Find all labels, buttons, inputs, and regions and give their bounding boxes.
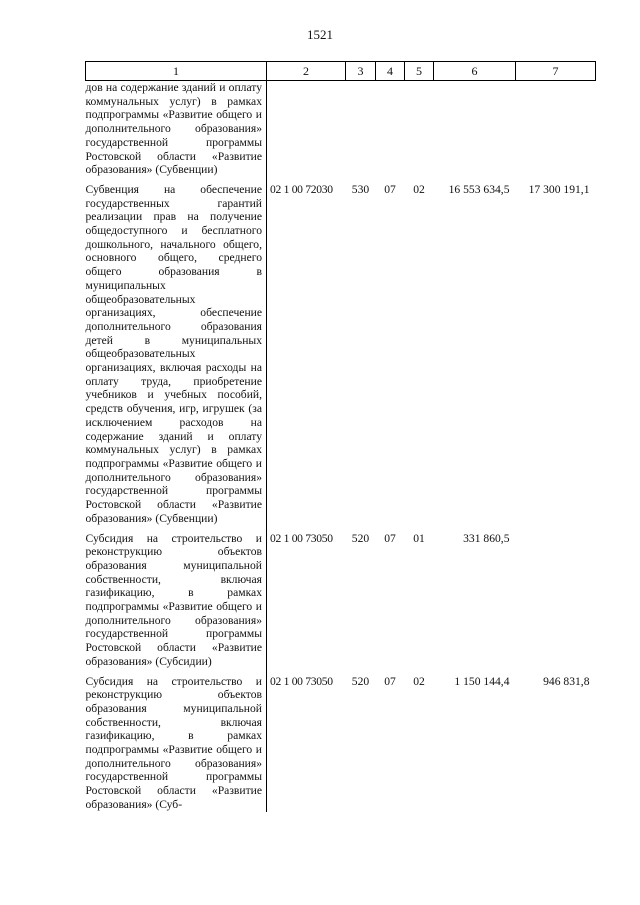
header-row bbox=[86, 62, 596, 81]
row-sum-2: 17 300 191,1 bbox=[528, 182, 590, 196]
row-pr: 02 bbox=[413, 182, 425, 196]
row-vr: 520 bbox=[351, 531, 370, 545]
row-code: 02 1 00 72030 bbox=[270, 182, 333, 196]
row-vr: 530 bbox=[351, 182, 370, 196]
page-number: 1521 bbox=[307, 27, 333, 42]
row-vr: 520 bbox=[351, 674, 370, 688]
row-rz: 07 bbox=[384, 674, 396, 688]
column-header: 7 bbox=[516, 62, 596, 81]
row-vr bbox=[346, 81, 376, 177]
row-description: Субсидия на строительство и реконструкцию объектов образования муниципальной собственности, включая газификацию, в рамках подпрограммы «Развитие общего и дополнительного образования» государственной программы Ростовской области «Развитие образования» (Суб- bbox=[86, 669, 267, 812]
row-pr bbox=[405, 81, 434, 177]
row-rz: 07 bbox=[384, 531, 396, 545]
row-rz bbox=[376, 81, 405, 177]
row-sum-1: 331 860,5 bbox=[463, 531, 510, 545]
table-row bbox=[86, 81, 596, 177]
row-description: Субвенция на обеспечение государственных гарантий реализации прав на получение общедоступного и бесплатного дошкольного, начального общего, основного общего, среднего общего образования в муниципальных общеобразовательных организациях, обеспечение дополнительного образования детей в муниципальных общеобразовательных организациях, включая расходы на оплату труда, приобретение учебников и учебных пособий, средств обучения, игр, игрушек (за исключением расходов на содержание зданий и оплату коммунальных услуг) в рамках подпрограммы «Развитие общего и дополнительного образования» государственной программы Ростовской области «Развитие образования» (Субвенции) bbox=[86, 177, 267, 526]
row-sum-2 bbox=[516, 81, 596, 177]
row-code: 02 1 00 73050 bbox=[270, 674, 333, 688]
column-header: 4 bbox=[376, 62, 405, 81]
row-sum-2 bbox=[516, 526, 596, 669]
row-description: дов на содержание зданий и оплату коммунальных услуг) в рамках подпрограммы «Развитие общего и дополнительного образования» государственной программы Ростовской области «Развитие образования» (Субвенции) bbox=[86, 81, 267, 177]
row-code: 02 1 00 73050 bbox=[270, 531, 333, 545]
row-sum-1 bbox=[434, 81, 516, 177]
row-description: Субсидия на строительство и реконструкцию объектов образования муниципальной собственности, включая газификацию, в рамках подпрограммы «Развитие общего и дополнительного образования» государственной программы Ростовской области «Развитие образования» (Субсидии) bbox=[86, 526, 267, 669]
budget-table bbox=[85, 61, 596, 812]
row-code bbox=[267, 81, 346, 177]
column-header: 5 bbox=[405, 62, 434, 81]
column-header: 1 bbox=[86, 62, 267, 81]
row-sum-1: 1 150 144,4 bbox=[454, 674, 510, 688]
table-row bbox=[86, 669, 596, 812]
column-header: 2 bbox=[267, 62, 346, 81]
table-row bbox=[86, 526, 596, 669]
column-header: 6 bbox=[434, 62, 516, 81]
table-row bbox=[86, 177, 596, 526]
row-sum-1: 16 553 634,5 bbox=[448, 182, 510, 196]
row-sum-2: 946 831,8 bbox=[543, 674, 590, 688]
row-pr: 02 bbox=[413, 674, 425, 688]
row-pr: 01 bbox=[413, 531, 425, 545]
column-header: 3 bbox=[346, 62, 376, 81]
row-rz: 07 bbox=[384, 182, 396, 196]
